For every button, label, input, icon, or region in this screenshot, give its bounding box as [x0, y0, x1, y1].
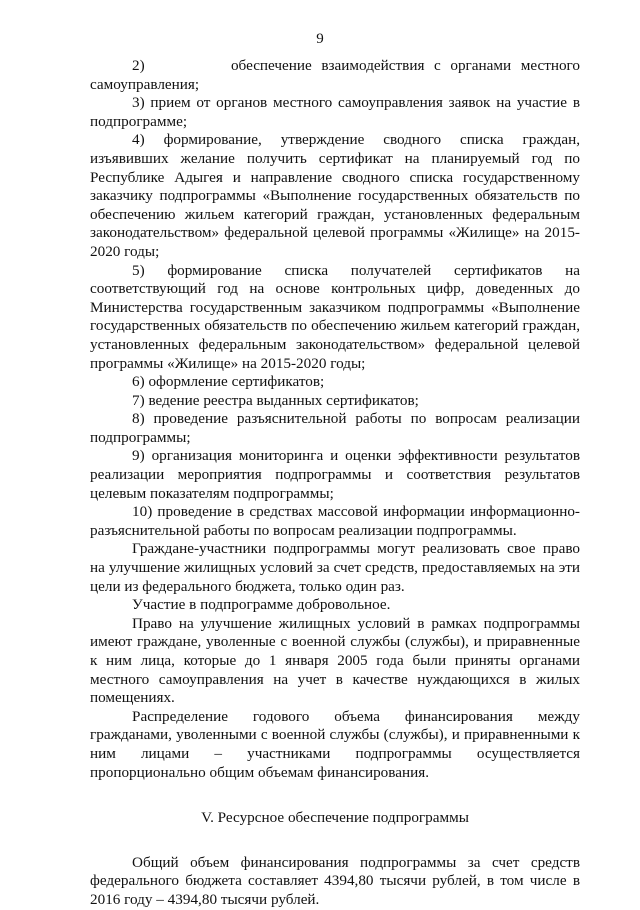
paragraph-item-4: 4) формирование, утверждение сводного списка граждан, изъявивших желание получить сертификат на планируемый год по Республике Адыгея и направление сводного списка государственному заказчику подпрограммы «Выполнение государственных обязательств по обеспечению жильем категорий граждан, установленных федеральным законодательством» федеральной целевой программы «Жилище» на 2015-2020 годы; [90, 131, 580, 260]
paragraph-voluntary: Участие в подпрограмме добровольное. [132, 596, 391, 614]
section-heading: V. Ресурсное обеспечение подпрограммы [201, 809, 469, 827]
paragraph-eligibility: Право на улучшение жилищных условий в рамках подпрограммы имеют граждане, уволенные с военной службы (службы), и приравненные к ним лица, которые до 1 января 2005 года были приняты органами местного самоуправления на учет в качестве нуждающихся в жилых помещениях. [90, 614, 580, 707]
paragraph-participants-right: Граждане-участники подпрограммы могут реализовать свое право на улучшение жилищных условий за счет средств, предоставляемых на эти цели из федерального бюджета, только один раз. [90, 540, 580, 595]
paragraph-item-9: 9) организация мониторинга и оценки эффективности результатов реализации мероприятия подпрограммы и соответствия результатов целевым показателям подпрограммы; [90, 447, 580, 502]
paragraph-item-10: 10) проведение в средствах массовой информации информационно-разъяснительной работы по вопросам реализации подпрограммы. [90, 503, 580, 539]
paragraph-item-7: 7) ведение реестра выданных сертификатов; [132, 391, 419, 409]
paragraph-item-8: 8) проведение разъяснительной работы по вопросам реализации подпрограммы; [90, 410, 580, 446]
paragraph-item-6: 6) оформление сертификатов; [132, 373, 325, 391]
paragraph-item-5: 5) формирование списка получателей сертификатов на соответствующий год на основе контрольных цифр, доведенных до Министерства государственным заказчиком подпрограммы «Выполнение государственных обязательств по обеспечению жильем категорий граждан, установленных федеральным законодательством» федеральной целевой программы «Жилище» на 2015-2020 годы; [90, 261, 580, 372]
paragraph-item-2: 2) обеспечение взаимодействия с органами местного самоуправления; [90, 57, 580, 93]
page-number: 9 [316, 31, 324, 47]
paragraph-item-3: 3) прием от органов местного самоуправления заявок на участие в подпрограмме; [90, 94, 580, 130]
document-body [90, 57, 580, 910]
paragraph-funding-total: Общий объем финансирования подпрограммы за счет средств федерального бюджета составляет 4394,80 тысячи рублей, в том числе в 2016 году – 4394,80 тысячи рублей. [90, 853, 580, 908]
paragraph-distribution: Распределение годового объема финансирования между гражданами, уволенными с военной службы (службы), и приравненными к ним лицами – участниками подпрограммы осуществляется пропорционально общим объемам финансирования. [90, 707, 580, 781]
